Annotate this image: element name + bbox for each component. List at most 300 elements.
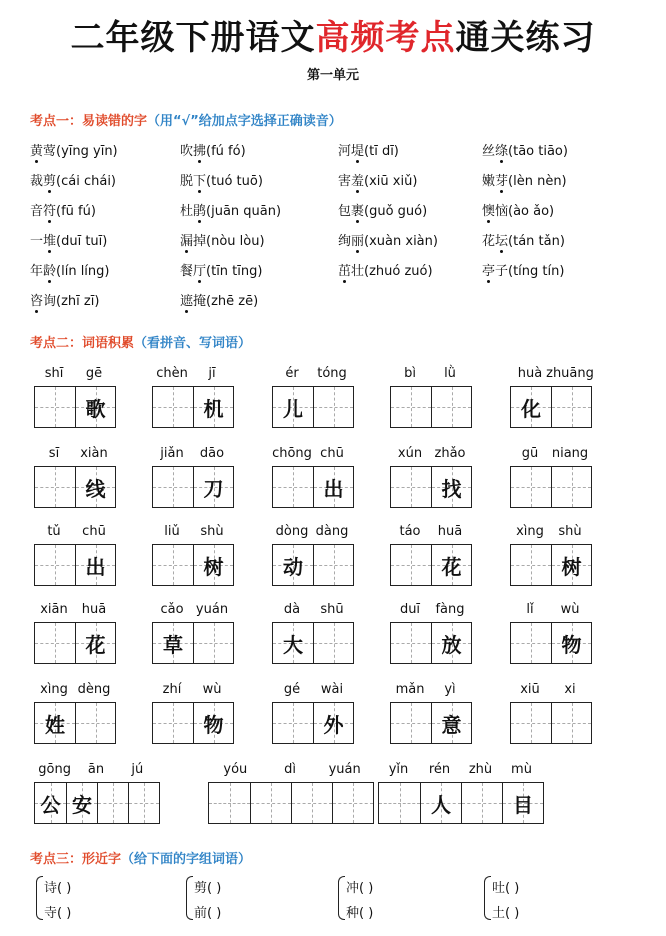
dotted-char: 鹃 [193, 204, 207, 219]
char-cell [391, 703, 431, 743]
char-cell [511, 703, 551, 743]
given-char: 儿 [283, 396, 303, 421]
char-cell [153, 703, 193, 743]
dotted-char: 亭 [482, 264, 496, 279]
pinyin-box [34, 366, 114, 428]
pinyin-box [34, 602, 114, 664]
char-cells [272, 386, 354, 428]
pinyin-line [34, 524, 114, 542]
pinyin-syllable: yuán [328, 762, 361, 777]
pinyin-box [272, 366, 352, 428]
char-pair [36, 876, 186, 922]
word-suffix: (xiū xiǔ) [364, 174, 418, 189]
char-cell [551, 545, 591, 585]
word-item [180, 290, 258, 309]
pinyin-syllable: rén [428, 762, 451, 777]
word-suffix: 莺(yīng yīn) [43, 144, 118, 159]
dotted-char: 绦 [495, 144, 509, 159]
char-cell [551, 623, 591, 663]
pinyin-box [510, 366, 594, 428]
word-suffix: (tīn tīng) [206, 264, 263, 279]
char-cell [193, 623, 233, 663]
char-cells [152, 622, 234, 664]
pinyin-syllable: yuán [195, 602, 229, 617]
dotted-char: 懊 [482, 204, 496, 219]
char-cell [75, 467, 115, 507]
char-cell [420, 783, 461, 823]
char-cell [431, 467, 471, 507]
given-char: 动 [283, 554, 303, 579]
word-prefix: 杜 [180, 204, 194, 219]
word-suffix: 掩(zhē zē) [193, 294, 259, 309]
pinyin-box [510, 602, 590, 664]
char-cells [152, 702, 234, 744]
dotted-char: 漏 [180, 234, 194, 249]
word-prefix: 嫩 [482, 174, 496, 189]
given-char: 目 [513, 792, 533, 817]
pinyin-syllable: xiān [40, 602, 68, 617]
word-prefix: 一 [30, 234, 44, 249]
pinyin-line [272, 524, 352, 542]
pinyin-box [510, 682, 590, 744]
pinyin-syllable: xún [397, 446, 423, 461]
pinyin-syllable: yóu [223, 762, 248, 777]
word-row [30, 230, 650, 252]
char-cells [510, 544, 592, 586]
pinyin-line [152, 682, 232, 700]
given-char: 歌 [85, 396, 106, 421]
unit-label: 第一单元 [306, 68, 359, 83]
char-cells [510, 622, 592, 664]
word-item [30, 170, 116, 189]
char-cells [34, 702, 116, 744]
pinyin-syllable: dèng [77, 682, 111, 697]
pinyin-box [152, 446, 232, 508]
pinyin-syllable: cǎo [160, 602, 184, 617]
word-item [482, 200, 554, 219]
char-cell [273, 467, 313, 507]
char-cell [511, 545, 551, 585]
pinyin-line [390, 446, 470, 464]
char-cell [313, 545, 353, 585]
pinyin-syllable: zhuāng [546, 366, 594, 381]
pinyin-syllable: jī [208, 366, 216, 381]
char-cell [66, 783, 97, 823]
pinyin-syllable: shù [200, 524, 224, 539]
pinyin-syllable: fàng [435, 602, 465, 617]
dotted-char: 咨 [30, 294, 44, 309]
char-cells [152, 544, 234, 586]
dotted-char: 芽 [495, 174, 509, 189]
pinyin-syllable: gē [85, 366, 103, 381]
word-prefix: 丝 [482, 144, 496, 159]
pinyin-line [390, 366, 470, 384]
pair-line: 前( ) [194, 906, 222, 921]
word-suffix: (tāo tiāo) [508, 144, 568, 159]
word-row [30, 260, 650, 282]
word-item [30, 290, 99, 309]
given-char: 安 [72, 792, 92, 817]
word-item [180, 230, 265, 249]
word-prefix: 餐 [180, 264, 194, 279]
pinyin-box [34, 762, 158, 824]
dotted-char: 厅 [193, 264, 207, 279]
char-cells [208, 782, 374, 824]
char-cell [313, 623, 353, 663]
pinyin-syllable: tóng [317, 366, 347, 381]
given-char: 机 [203, 396, 224, 421]
pinyin-syllable: xi [564, 682, 576, 697]
pinyin-line [152, 446, 232, 464]
given-char: 出 [323, 476, 344, 501]
given-char: 物 [203, 712, 224, 737]
pinyin-box [152, 602, 232, 664]
char-cells [390, 622, 472, 664]
given-char: 意 [441, 712, 462, 737]
char-cell [313, 467, 353, 507]
pinyin-box [208, 762, 372, 824]
given-char: 物 [561, 632, 582, 657]
given-char: 人 [431, 792, 451, 817]
char-cell [431, 623, 471, 663]
word-item [338, 170, 417, 189]
brace [338, 876, 345, 920]
char-cell [379, 783, 420, 823]
char-cell [193, 387, 233, 427]
word-suffix: (tuó tuō) [206, 174, 263, 189]
pinyin-syllable: lǐ [526, 602, 534, 617]
word-prefix: 绚 [338, 234, 352, 249]
char-cell [75, 545, 115, 585]
pinyin-line [378, 762, 542, 780]
char-cell [35, 783, 66, 823]
char-pair [484, 876, 634, 922]
word-item [180, 170, 263, 189]
brace [484, 876, 491, 920]
word-prefix: 裁 [30, 174, 44, 189]
pinyin-line [272, 446, 352, 464]
char-cells [272, 544, 354, 586]
pinyin-line [152, 602, 232, 620]
word-prefix: 花 [482, 234, 496, 249]
pair-line: 剪( ) [194, 881, 222, 896]
pinyin-line [152, 524, 232, 542]
dotted-char: 堤 [351, 144, 365, 159]
pinyin-syllable: zhǎo [434, 446, 466, 461]
pinyin-box [272, 524, 352, 586]
word-item [482, 230, 565, 249]
pinyin-syllable: shū [320, 602, 344, 617]
word-item [338, 200, 427, 219]
pinyin-syllable: wù [560, 602, 580, 617]
char-cells [34, 466, 116, 508]
pinyin-box [390, 524, 470, 586]
pinyin-syllable: chū [320, 446, 344, 461]
pair-line: 冲( ) [346, 881, 374, 896]
word-item [180, 140, 246, 159]
word-prefix: 吹 [180, 144, 194, 159]
pinyin-box [272, 446, 352, 508]
given-char: 公 [40, 792, 61, 817]
word-suffix: 子(tíng tín) [495, 264, 565, 279]
pinyin-syllable: dòng [275, 524, 309, 539]
given-char: 花 [441, 554, 462, 579]
dotted-char: 龄 [43, 264, 57, 279]
char-cell [193, 467, 233, 507]
pinyin-line [390, 682, 470, 700]
pinyin-syllable: liǔ [164, 524, 180, 539]
pinyin-box [390, 602, 470, 664]
char-cells [152, 386, 234, 428]
char-cell [75, 387, 115, 427]
word-item [30, 140, 118, 159]
word-suffix: 恼(ào ǎo) [495, 204, 555, 219]
word-suffix: (lín líng) [56, 264, 110, 279]
pinyin-syllable: shī [44, 366, 64, 381]
pinyin-box [34, 446, 114, 508]
pinyin-syllable: huā [437, 524, 463, 539]
given-char: 树 [203, 554, 224, 579]
word-row [30, 140, 650, 162]
given-char: 草 [163, 632, 183, 657]
brace [36, 876, 43, 920]
pinyin-syllable: duī [399, 602, 421, 617]
pinyin-syllable: gōng [38, 762, 72, 777]
word-item [482, 260, 564, 279]
char-cell [431, 545, 471, 585]
dotted-char: 坛 [495, 234, 509, 249]
char-cell [273, 387, 313, 427]
word-suffix: (fú fó) [206, 144, 246, 159]
char-pair [186, 876, 336, 922]
char-cell [153, 387, 193, 427]
char-cell [551, 467, 591, 507]
brace [186, 876, 193, 920]
pinyin-syllable: shù [558, 524, 582, 539]
pinyin-line [272, 682, 352, 700]
char-cells [510, 466, 592, 508]
given-char: 刀 [203, 476, 224, 501]
char-cell [391, 467, 431, 507]
pinyin-syllable: wù [202, 682, 222, 697]
pinyin-syllable: zhí [162, 682, 182, 697]
char-cells [378, 782, 544, 824]
char-cell [431, 703, 471, 743]
word-item [30, 260, 110, 279]
pinyin-box [390, 446, 470, 508]
word-suffix: 询(zhī zī) [43, 294, 100, 309]
pinyin-line [510, 524, 590, 542]
pinyin-syllable: ér [285, 366, 299, 381]
word-suffix: (juān quān) [206, 204, 282, 219]
char-cells [34, 782, 160, 824]
char-cell [128, 783, 159, 823]
word-item [30, 230, 107, 249]
char-cell [551, 387, 591, 427]
pinyin-syllable: zhù [468, 762, 493, 777]
pinyin-box [34, 682, 114, 744]
word-suffix: 壮(zhuó zuó) [351, 264, 433, 279]
pinyin-box [152, 682, 232, 744]
section1-heading: 考点一：易读错的字（用“√”给加点字选择正确读音） [30, 114, 342, 129]
pinyin-syllable: wài [320, 682, 344, 697]
pinyin-syllable: ān [87, 762, 105, 777]
word-row [30, 290, 650, 312]
char-cell [193, 703, 233, 743]
dotted-char: 茁 [338, 264, 352, 279]
pinyin-line [34, 682, 114, 700]
pinyin-box [272, 682, 352, 744]
pinyin-syllable: lǜ [444, 366, 456, 381]
word-row [30, 200, 650, 222]
given-char: 出 [85, 554, 106, 579]
pinyin-box [510, 524, 590, 586]
pinyin-line [34, 366, 114, 384]
pair-line: 种( ) [346, 906, 374, 921]
char-pair [338, 876, 488, 922]
char-cell [313, 387, 353, 427]
dotted-char: 拂 [193, 144, 207, 159]
given-char: 树 [561, 554, 582, 579]
pinyin-line [510, 602, 590, 620]
pinyin-line [510, 682, 590, 700]
pinyin-syllable: dàng [315, 524, 349, 539]
char-cells [272, 702, 354, 744]
char-cell [391, 545, 431, 585]
dotted-char: 堆 [43, 234, 57, 249]
pinyin-box [34, 524, 114, 586]
char-cell [391, 387, 431, 427]
word-suffix: (cái chái) [56, 174, 116, 189]
pinyin-syllable: tǔ [47, 524, 61, 539]
word-prefix: 年 [30, 264, 44, 279]
char-cells [34, 386, 116, 428]
pinyin-line [208, 762, 372, 780]
section3-heading: 考点三：形近字（给下面的字组词语） [30, 852, 252, 867]
char-cell [273, 545, 313, 585]
pinyin-line [34, 762, 158, 780]
word-item [180, 200, 281, 219]
char-cell [35, 467, 75, 507]
pinyin-syllable: xiū [520, 682, 540, 697]
char-cells [34, 544, 116, 586]
pinyin-syllable: táo [399, 524, 421, 539]
pinyin-syllable: mù [511, 762, 532, 777]
pinyin-syllable: chū [82, 524, 106, 539]
dotted-char: 羞 [351, 174, 365, 189]
pinyin-syllable: jú [131, 762, 144, 777]
char-cells [272, 622, 354, 664]
char-cell [502, 783, 543, 823]
word-prefix: 河 [338, 144, 352, 159]
word-item [30, 200, 96, 219]
char-cell [209, 783, 250, 823]
pinyin-syllable: bì [404, 366, 416, 381]
pinyin-line [390, 602, 470, 620]
word-item [338, 140, 399, 159]
char-cells [390, 386, 472, 428]
pinyin-syllable: chèn [156, 366, 188, 381]
char-cell [75, 623, 115, 663]
given-char: 花 [85, 632, 106, 657]
dotted-char: 符 [43, 204, 57, 219]
char-cells [272, 466, 354, 508]
pair-line: 吐( ) [492, 881, 520, 896]
pinyin-syllable: xìng [40, 682, 68, 697]
dotted-char: 黄 [30, 144, 44, 159]
char-cells [510, 702, 592, 744]
char-cell [153, 623, 193, 663]
dotted-char: 剪 [43, 174, 57, 189]
word-item [482, 170, 567, 189]
pair-line: 诗( ) [44, 881, 72, 896]
word-suffix: (fū fú) [56, 204, 96, 219]
char-cell [35, 545, 75, 585]
pair-line: 土( ) [492, 906, 520, 921]
char-cell [250, 783, 291, 823]
given-char: 线 [85, 476, 106, 501]
pinyin-syllable: gé [283, 682, 301, 697]
dotted-char: 下 [193, 174, 207, 189]
pinyin-line [390, 524, 470, 542]
word-suffix: 掉(nòu lòu) [193, 234, 265, 249]
pinyin-line [34, 446, 114, 464]
dotted-char: 丽 [351, 234, 365, 249]
pinyin-box [390, 682, 470, 744]
word-suffix: (lèn nèn) [508, 174, 567, 189]
word-item [338, 230, 438, 249]
pinyin-syllable: mǎn [395, 682, 425, 697]
pinyin-syllable: dāo [199, 446, 225, 461]
char-cell [35, 623, 75, 663]
char-cells [390, 466, 472, 508]
pinyin-syllable: huā [81, 602, 107, 617]
pinyin-line [152, 366, 232, 384]
char-cell [511, 623, 551, 663]
dotted-char: 裹 [351, 204, 365, 219]
dotted-char: 遮 [180, 294, 194, 309]
word-prefix: 音 [30, 204, 44, 219]
pinyin-syllable: huà [517, 366, 543, 381]
char-cells [390, 702, 472, 744]
word-row [30, 170, 650, 192]
word-suffix: (tī dī) [364, 144, 399, 159]
pair-line: 寺( ) [44, 906, 72, 921]
char-cell [511, 467, 551, 507]
char-cells [152, 466, 234, 508]
given-char: 外 [323, 712, 344, 737]
pinyin-box [272, 602, 352, 664]
pinyin-box [152, 524, 232, 586]
char-cells [390, 544, 472, 586]
given-char: 大 [283, 632, 303, 657]
given-char: 姓 [45, 712, 65, 737]
char-cell [273, 703, 313, 743]
pinyin-syllable: xìng [516, 524, 544, 539]
char-cell [291, 783, 332, 823]
word-item [338, 260, 433, 279]
char-cell [97, 783, 128, 823]
char-cell [511, 387, 551, 427]
given-char: 化 [521, 396, 541, 421]
word-suffix: (guǒ guó) [364, 204, 428, 219]
page-title: 二年级下册语文高频考点通关练习 [70, 18, 596, 58]
pinyin-box [390, 366, 470, 428]
pinyin-line [272, 602, 352, 620]
char-cell [273, 623, 313, 663]
char-cell [332, 783, 373, 823]
char-cell [193, 545, 233, 585]
